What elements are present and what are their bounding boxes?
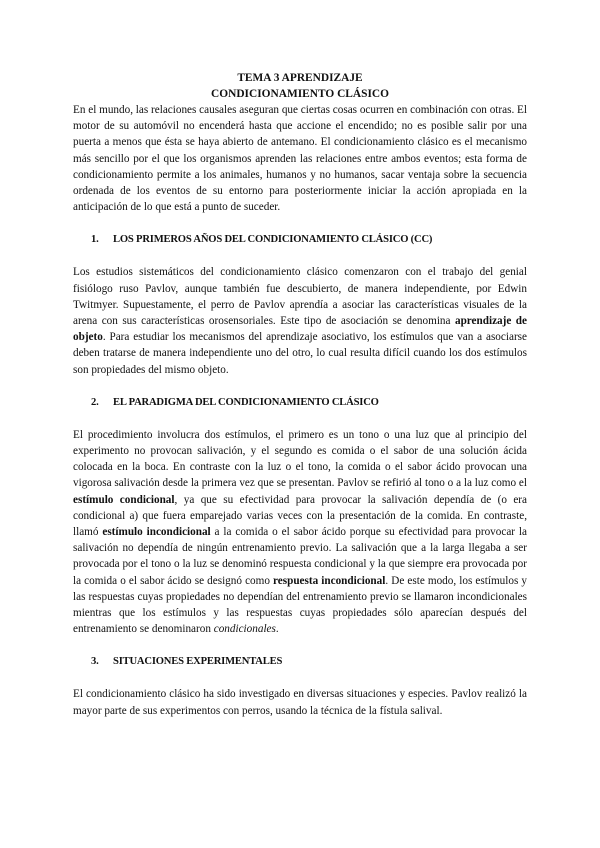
section-2-title: EL PARADIGMA DEL CONDICIONAMIENTO CLÁSICO <box>113 396 379 408</box>
section-1-title: LOS PRIMEROS AÑOS DEL CONDICIONAMIENTO CLÁSICO (CC) <box>113 234 433 246</box>
section-2-number: 2. <box>91 396 99 408</box>
section-2-heading <box>73 395 527 411</box>
section-1-number: 1. <box>91 234 99 246</box>
section-2-text-c: a la comida o el sabor ácido porque su efectividad para provocar la salivación no dependía de ningún entrenamiento previo. La salivación que a la larga llegaba a ser provocada por el tono o la luz se denominó respuesta condicional y la que siempre era provocada por la comida o el sabor ácido se designó como <box>73 526 527 587</box>
section-2-text-e: . <box>275 623 279 636</box>
section-2-text-d: . De este modo, los estímulos y las respuestas cuyas propiedades no dependían del entrenamiento previo se llamaron incondicionales mientras que los estímulos y las respuestas cuyas propiedades sólo aparecían después del entrenamiento se denominaron <box>73 574 528 636</box>
document-title <box>73 70 527 102</box>
term-condicionales: condicionales <box>213 623 276 636</box>
title-line-1: TEMA 3 APRENDIZAJE <box>237 72 363 84</box>
section-2-text-b: , ya que su efectividad para provocar la salivación dependía de (o era condicional a) que fuera emparejado varias veces con la presentación de la comida. En contraste, llamó <box>73 493 527 539</box>
section-2-paragraph <box>73 427 527 638</box>
section-3-number: 3. <box>91 656 99 668</box>
term-estimulo-condicional: estímulo condicional <box>73 493 175 506</box>
title-line-2: CONDICIONAMIENTO CLÁSICO <box>211 88 389 100</box>
section-3-title: SITUACIONES EXPERIMENTALES <box>113 656 283 668</box>
section-1-text-b: . Para estudiar los mecanismos del aprendizaje asociativo, los estímulos que van a asociarse deben tratarse de manera independiente uno del otro, lo cual resulta difícil cuando los dos estímulos son propiedades del mismo objeto. <box>73 331 527 376</box>
section-1-term-aprendizaje-de-objeto: aprendizaje de objeto <box>73 315 527 344</box>
section-1-heading <box>73 232 527 248</box>
section-2-text-a: El procedimiento involucra dos estímulos, el primero es un tono o una luz que al principio del experimento no provocan salivación, y el segundo es comida o el sabor de una solución ácida colocada en la boca. En contraste con la luz o el tono, la comida o el sabor ácido provocan una vigorosa salivación desde la primera vez que se presentan. Pavlov se refirió al tono o a la luz como el <box>73 428 527 490</box>
section-3-paragraph: El condicionamiento clásico ha sido investigado en diversas situaciones y especies. Pavlov realizó la mayor parte de sus experimentos con perros, usando la técnica de la fístula salival. <box>73 688 527 717</box>
term-estimulo-incondicional: estímulo incondicional <box>102 526 211 539</box>
section-3-heading <box>73 654 527 670</box>
section-1-paragraph <box>73 264 527 377</box>
intro-paragraph: En el mundo, las relaciones causales aseguran que ciertas cosas ocurren en combinación con otras. El motor de su automóvil no encenderá hasta que accione el encendido; no es posible salir por una puerta a menos que ésta se haya abierto de antemano. El condicionamiento clásico es el mecanismo más sencillo por el que los organismos aprenden las relaciones entre ambos eventos; esta forma de condicionamiento permite a los animales, humanos y no humanos, sacar ventaja sobre la secuencia ordenada de los eventos de su entorno para posteriormente iniciar la acción apropiada en la anticipación de lo que está a punto de suceder. <box>73 104 527 214</box>
term-respuesta-incondicional: respuesta incondicional <box>273 574 386 587</box>
section-1-text-a: Los estudios sistemáticos del condicionamiento clásico comenzaron con el trabajo del genial fisiólogo ruso Pavlov, aunque también fue descubierto, de manera independiente, por Edwin Twitmyer. Supuestamente, el perro de Pavlov aprendía a asociar las características visuales de la arena con sus características orosensoriales. Este tipo de asociación se denomina <box>73 266 527 328</box>
